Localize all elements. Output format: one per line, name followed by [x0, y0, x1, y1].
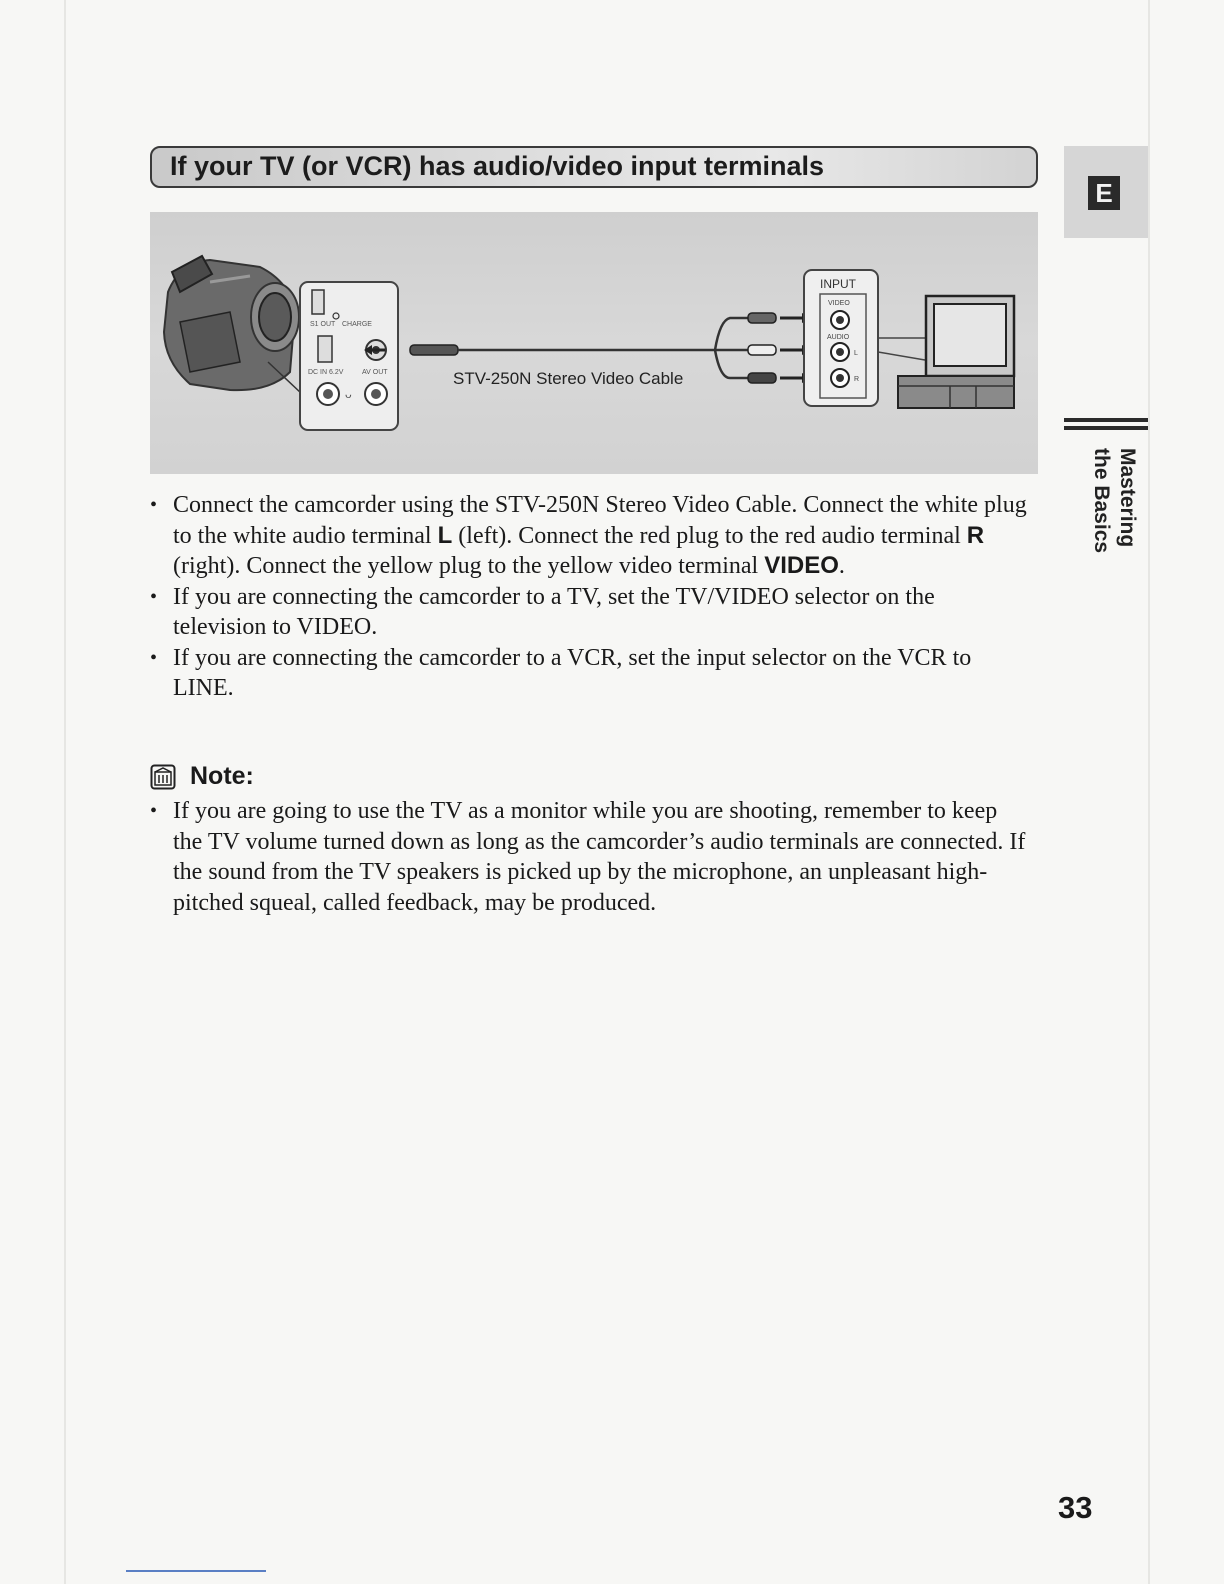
chapter-tab-lines [1064, 418, 1148, 434]
camcorder-jack-panel [300, 282, 398, 430]
svg-text:ᴗ: ᴗ [345, 387, 352, 401]
jack-label-avout: AV OUT [362, 369, 388, 376]
callout-line [878, 352, 925, 360]
audio-label: AUDIO [827, 334, 850, 341]
chapter-label-line2: the Basics [1090, 448, 1113, 554]
terminal-video: VIDEO [764, 552, 839, 579]
note-title: Note: [190, 762, 254, 790]
section-title: If your TV (or VCR) has audio/video input terminals [170, 151, 825, 181]
jack-label-charge: CHARGE [342, 321, 372, 328]
jack-label-dcin: DC IN 6.2V [308, 369, 344, 376]
instruction-item: • If you are connecting the camcorder to a VCR, set the input selector on the VCR to LINE. [150, 643, 1030, 704]
connection-diagram-svg [150, 212, 1038, 474]
note-body [150, 796, 1030, 918]
chapter-label-line1: Mastering [1116, 448, 1139, 548]
chapter-label [1060, 448, 1140, 568]
camcorder-illustration [164, 256, 299, 390]
instructions [150, 490, 1030, 704]
instruction-item: • Connect the camcorder using the STV-250N Stereo Video Cable. Connect the white plug to the white audio terminal L (left). Connect the red plug to the red audio terminal R (right). Connect the yellow plug to the yellow video terminal VIDEO. [150, 490, 1030, 582]
page-number: 33 [1058, 1490, 1093, 1525]
tv-illustration [898, 296, 1014, 408]
page-edge [1148, 0, 1150, 1584]
connection-diagram [150, 212, 1038, 474]
input-label: INPUT [820, 277, 856, 291]
note-icon [150, 764, 176, 790]
video-label: VIDEO [828, 300, 850, 307]
cable-label: STV-250N Stereo Video Cable [453, 369, 684, 388]
instruction-item: • If you are connecting the camcorder to a TV, set the TV/VIDEO selector on the television to VIDEO. [150, 582, 1030, 643]
jack-label-s1out: S1 OUT [310, 321, 336, 328]
audio-left-label: L [854, 350, 858, 357]
audio-right-label: R [854, 376, 860, 383]
tv-input-panel [804, 270, 878, 406]
terminal-r: R [966, 521, 985, 549]
language-tab-letter: E [1088, 176, 1120, 210]
section-header [150, 146, 1038, 188]
note-item: • If you are going to use the TV as a monitor while you are shooting, remember to keep the TV volume turned down as long as the camcorder’s audio terminals are connected. If the sound from the TV speakers is picked up by the microphone, an unpleasant high-pitched squeal, called feedback, may be produced. [150, 796, 1030, 918]
page-edge [64, 0, 66, 1584]
bottom-rule [126, 1570, 266, 1572]
terminal-l: L [437, 521, 453, 549]
